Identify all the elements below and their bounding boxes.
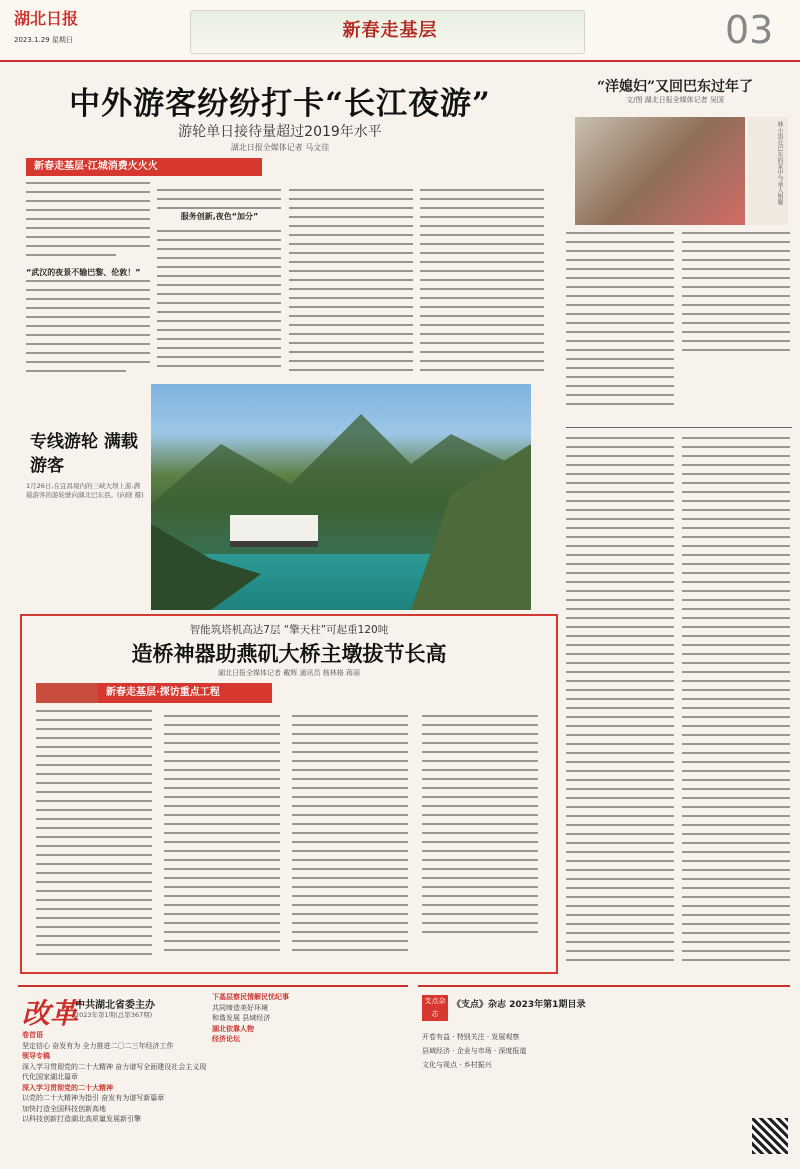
photo-headline: 专线游轮 满载游客: [30, 432, 138, 476]
journal-sponsor: 中共湖北省委主办: [75, 1000, 155, 1011]
photo-caption: 1月26日,在宜昌境内的三峡大坝上游,满载游客的游轮驶向湖北巴东县。(向晓 摄): [26, 482, 144, 499]
river-mountains-illustration: [151, 384, 531, 610]
family-photo: [575, 117, 745, 225]
page-number: 03: [725, 8, 774, 52]
toc-item: 发展观察: [491, 1033, 520, 1041]
right-column-body: [566, 232, 792, 972]
article-subhead: 服务创新,夜色“加分”: [180, 212, 259, 221]
reform-logo: 改革: [22, 997, 79, 1030]
toc-item: 文化与视点: [422, 1061, 457, 1069]
highlight-body-lines: [36, 710, 544, 968]
article-body-lines: [26, 182, 546, 380]
zhidian-label: 支点杂志: [422, 995, 448, 1021]
banner-title: 新春走基层: [342, 20, 438, 41]
toc-item: 开卷有益: [422, 1033, 450, 1041]
highlight-headline: 造桥神器助燕矶大桥主墩拔节长高: [131, 641, 447, 666]
right-byline: 文/图 湖北日报全媒体记者 吴国: [626, 96, 724, 104]
cruise-ship-shape: [230, 515, 318, 547]
photo-side-caption: 林小黑在巴东的家中与亲人相聚: [748, 117, 788, 225]
toc-item: 深入学习贯彻党的二十大精神 奋力谱写全面建设社会主义现代化国家湖北篇章: [22, 1062, 207, 1081]
toc-item: 加快打造全国科技创新高地: [22, 1104, 106, 1113]
highlight-byline: 湖北日报全媒体记者 戴辉 通讯员 杨林格 蒋丽: [218, 669, 360, 677]
toc-item: 特别关注: [456, 1033, 485, 1041]
main-byline: 湖北日报全媒体记者 马文佳: [230, 143, 330, 152]
toc-item: 以党的二十大精神为指引 奋发有为谱写新篇章: [22, 1094, 165, 1102]
toc-item: 共同缔造美好环境: [212, 1003, 268, 1012]
toc-item: 企业与市场: [456, 1047, 492, 1055]
article-subhead: “武汉的夜景不输巴黎、伦敦！”: [26, 268, 141, 277]
toc-section: 深入学习贯彻党的二十大精神: [22, 1083, 113, 1092]
toc-section: 经济论坛: [212, 1035, 240, 1043]
toc-section: 领导专稿: [22, 1052, 50, 1060]
reform-toc-left: [22, 1030, 207, 1125]
right-headline: “洋媳妇”又回巴东过年了: [596, 79, 754, 95]
construction-thumbnail: [36, 683, 98, 703]
toc-section: 湖北依靠人物: [212, 1024, 254, 1033]
main-headline: 中外游客纷纷打卡“长江夜游”: [69, 86, 491, 122]
toc-item: 坚定信心 奋发有为 全力推进二〇二三年经济工作: [22, 1041, 174, 1050]
toc-item: 县域经济: [422, 1047, 450, 1055]
toc-item: 深度报道: [498, 1047, 527, 1055]
newspaper-logo: 湖北日报: [14, 9, 79, 28]
toc-section: 卷首语: [22, 1031, 43, 1039]
zhidian-title: 《支点》杂志 2023年第1期目录: [452, 1000, 586, 1010]
highlight-section-bar: 新春走基层·探访重点工程: [36, 683, 272, 703]
toc-item: 以科技创新打造湖北高质量发展新引擎: [22, 1115, 141, 1123]
issue-date: 2023.1.29 星期日: [14, 36, 73, 44]
toc-item: 和谐发展 县域经济: [212, 1014, 271, 1022]
qr-code-icon: [752, 1118, 788, 1154]
highlight-kicker: 智能筑塔机高达7层 “擎天柱”可起重120吨: [189, 624, 389, 636]
journal-issue: 2023年第1期(总第367期): [75, 1011, 153, 1019]
zhidian-magazine-ad: [418, 985, 790, 1163]
zhidian-toc: 开卷有益 · 特别关注 · 发展观察 县域经济 · 企业与市场 · 深度报道 文化与视点 · 乡村振兴: [422, 1033, 527, 1069]
main-subheadline: 游轮单日接待量超过2019年水平: [178, 124, 382, 140]
reform-toc-right: [212, 992, 402, 1045]
toc-section: 下基层察民情解民忧纪事: [212, 993, 289, 1001]
section-kicker: 新春走基层·江城消费火火火: [26, 158, 262, 176]
toc-item: 乡村振兴: [463, 1061, 492, 1069]
